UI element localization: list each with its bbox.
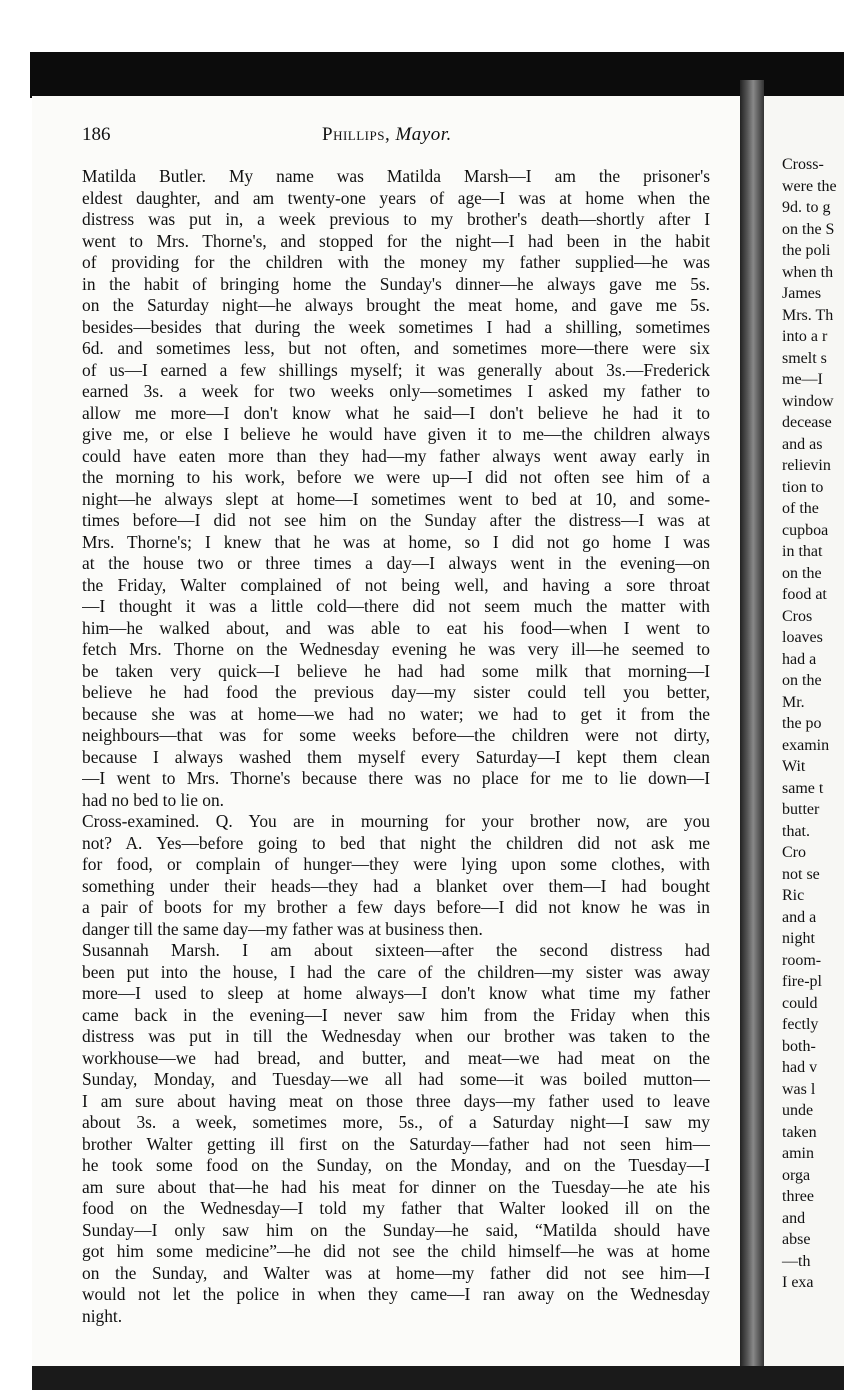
facing-page-line: were the: [782, 177, 837, 195]
facing-page-line: and a: [782, 908, 817, 926]
text-line: because she was at home—we had no water; we had to get it from the: [82, 703, 710, 724]
text-line: Mrs. Thorne's; I knew that he was at home, so I did not go home I was: [82, 531, 710, 552]
facing-page-line: —th: [782, 1252, 811, 1270]
text-line: because I always washed them myself every Saturday—I kept them clean: [82, 746, 710, 767]
page-number: 186: [82, 124, 111, 145]
text-line: him—he walked about, and was able to eat his food—when I went to: [82, 617, 710, 638]
facing-page-line: relievin: [782, 457, 831, 474]
facing-page-line: fectly: [782, 1016, 819, 1033]
facing-page-line: food at: [782, 586, 827, 603]
text-line: of providing for the children with the money my father supplied—he was: [82, 252, 710, 272]
text-line: came back in the evening—I never saw him from the Friday when this: [82, 1004, 710, 1025]
scan-bottom-border: [32, 1366, 844, 1390]
facing-page-line: Cros: [782, 607, 813, 625]
book-gutter: [740, 80, 764, 1376]
facing-page-line: had a: [782, 650, 817, 668]
text-line: eldest daughter, and am twenty-one years of age—I was at home when the: [82, 187, 710, 208]
facing-page-line: James: [782, 285, 822, 302]
facing-page-line: me—I: [782, 371, 823, 388]
facing-page-line: amin: [782, 1145, 814, 1162]
facing-page-line: tion to: [782, 478, 824, 496]
facing-page-line: and: [782, 1209, 806, 1227]
text-line: got him some medicine”—he did not see the child himself—he was at home: [82, 1241, 710, 1261]
text-line: Cross-examined. Q. You are in mourning for your brother now, are you: [82, 811, 710, 831]
facing-page-line: three: [782, 1188, 814, 1205]
facing-page-line: on the: [782, 672, 822, 689]
text-line: neighbours—that was for some weeks before—the children were not dirty,: [82, 725, 710, 745]
text-line: Sunday—I only saw him on the Sunday—he said, “Matilda should have: [82, 1219, 710, 1240]
text-line: the Friday, Walter complained of not being well, and having a sore throat: [82, 574, 710, 595]
text-line: Matilda Butler. My name was Matilda Marsh—I am the prisoner's: [82, 166, 710, 186]
facing-page-line: and as: [782, 435, 823, 453]
facing-page-line: on the S: [782, 220, 835, 238]
facing-page-line: butter: [782, 801, 820, 818]
text-line: fetch Mrs. Thorne on the Wednesday evening he was very ill—he seemed to: [82, 639, 710, 659]
facing-page-line: loaves: [782, 629, 823, 646]
text-line: been put into the house, I had the care of the children—my sister was away: [82, 961, 710, 982]
facing-page-line: night: [782, 930, 815, 947]
facing-page-line: the po: [782, 715, 822, 732]
facing-page-line: smelt s: [782, 349, 827, 367]
facing-page-line: when th: [782, 263, 834, 281]
facing-page-line: same t: [782, 779, 824, 797]
facing-page-line: Mr.: [782, 693, 805, 711]
text-line: at the house two or three times a day—I always went in the evening—on: [82, 553, 710, 573]
facing-page-line: on the: [782, 564, 822, 582]
text-line: give me, or else I believe he would have given it to me—the children always: [82, 424, 710, 444]
facing-page-line: unde: [782, 1102, 814, 1119]
text-line: night.: [82, 1305, 123, 1326]
facing-page-line: Cross-: [782, 156, 824, 173]
text-line: about 3s. a week, sometimes more, 5s., of a Saturday night—I saw my: [82, 1112, 710, 1132]
facing-page-line: that.: [782, 822, 810, 840]
text-line: Susannah Marsh. I am about sixteen—after the second distress had: [82, 940, 710, 960]
facing-page-line: in that: [782, 543, 823, 560]
text-line: —I went to Mrs. Thorne's because there was no place for me to lie down—I: [82, 768, 710, 788]
facing-page-line: had v: [782, 1059, 818, 1076]
facing-page-line: was l: [782, 1080, 816, 1098]
facing-page-line: abse: [782, 1231, 811, 1248]
text-line: danger till the same day—my father was at business then.: [82, 918, 483, 939]
running-head-title: Mayor.: [395, 124, 452, 145]
text-line: of us—I earned a few shillings myself; it was generally about 3s.—Frederick: [82, 359, 710, 380]
text-line: believe he had food the previous day—my sister could tell you better,: [82, 682, 710, 702]
facing-page-line: not se: [782, 865, 820, 883]
text-line: in the habit of bringing home the Sunday's dinner—he always gave me 5s.: [82, 273, 710, 294]
facing-page-line: fire-pl: [782, 973, 822, 990]
facing-page-line: examin: [782, 736, 830, 754]
running-head: [322, 124, 452, 146]
text-line: he took some food on the Sunday, on the Monday, and on the Tuesday—I: [82, 1155, 710, 1175]
facing-page-text: [782, 154, 837, 1294]
text-line: times before—I did not see him on the Sunday after the distress—I was at: [82, 510, 710, 530]
text-line: on the Sunday, and Walter was at home—my father did not see him—I: [82, 1262, 710, 1283]
text-line: —I thought it was a little cold—there did not seem much the matter with: [82, 596, 710, 616]
text-line: more—I used to sleep at home always—I don't know what time my father: [82, 983, 710, 1003]
facing-page-fragment: [764, 96, 844, 1366]
text-line: workhouse—we had bread, and butter, and meat—we had meat on the: [82, 1047, 710, 1068]
text-line: could have eaten more than they had—my father always went away early in: [82, 445, 710, 466]
facing-page-line: 9d. to g: [782, 199, 831, 216]
text-line: besides—besides that during the week sometimes I had a shilling, sometimes: [82, 316, 710, 337]
facing-page-line: of the: [782, 500, 819, 517]
text-line: night—he always slept at home—I sometimes went to bed at 10, and some-: [82, 488, 710, 509]
scan-top-border: [30, 52, 844, 98]
text-line: not? A. Yes—before going to bed that night the children did not ask me: [82, 832, 710, 853]
facing-page-line: into a r: [782, 328, 828, 345]
facing-page-line: could: [782, 994, 818, 1012]
facing-page-line: Ric: [782, 887, 805, 904]
facing-page-line: decease: [782, 414, 832, 431]
text-line: allow me more—I don't know what he said—I don't believe he had it to: [82, 402, 710, 423]
facing-page-line: room-: [782, 951, 822, 969]
facing-page-line: window: [782, 392, 834, 410]
text-line: am sure about that—he had his meat for dinner on the Tuesday—he ate his: [82, 1176, 710, 1197]
text-line: be taken very quick—I believe he had had some milk that morning—I: [82, 660, 710, 681]
facing-page-line: cupboa: [782, 521, 829, 539]
scan-left-margin: [0, 0, 30, 1390]
text-line: the morning to his work, before we were up—I did not often see him of a: [82, 467, 710, 487]
text-line: would not let the police in when they came—I ran away on the Wednesday: [82, 1284, 710, 1304]
facing-page-line: the poli: [782, 242, 831, 259]
text-line: earned 3s. a week for two weeks only—sometimes I asked my father to: [82, 381, 710, 401]
running-head-name: Phillips,: [322, 124, 391, 145]
facing-page-line: Mrs. Th: [782, 306, 834, 324]
text-line: had no bed to lie on.: [82, 789, 224, 810]
text-line: for food, or complain of hunger—they were lying upon some clothes, with: [82, 854, 710, 874]
text-line: distress was put in, a week previous to my brother's death—shortly after I: [82, 209, 710, 229]
page-body-text: [82, 166, 710, 1327]
text-line: went to Mrs. Thorne's, and stopped for the night—I had been in the habit: [82, 230, 710, 251]
facing-page-line: taken: [782, 1123, 817, 1141]
text-line: distress was put in till the Wednesday when our brother was taken to the: [82, 1026, 710, 1046]
text-line: 6d. and sometimes less, but not often, and sometimes more—there were six: [82, 338, 710, 358]
text-line: Sunday, Monday, and Tuesday—we all had some—it was boiled mutton—: [82, 1069, 710, 1089]
text-line: brother Walter getting ill first on the Saturday—father had not seen him—: [82, 1133, 710, 1154]
text-line: a pair of boots for my brother a few days before—I did not know he was in: [82, 897, 710, 917]
facing-page-line: I exa: [782, 1274, 814, 1291]
text-line: on the Saturday night—he always brought the meat home, and gave me 5s.: [82, 295, 710, 315]
text-line: something under their heads—they had a blanket over them—I had bought: [82, 875, 710, 896]
text-line: food on the Wednesday—I told my father that Walter looked ill on the: [82, 1198, 710, 1218]
facing-page-line: Cro: [782, 844, 806, 861]
facing-page-line: orga: [782, 1166, 811, 1184]
facing-page-line: both-: [782, 1037, 816, 1055]
facing-page-line: Wit: [782, 758, 806, 775]
text-line: I am sure about having meat on those three days—my father used to leave: [82, 1090, 710, 1111]
